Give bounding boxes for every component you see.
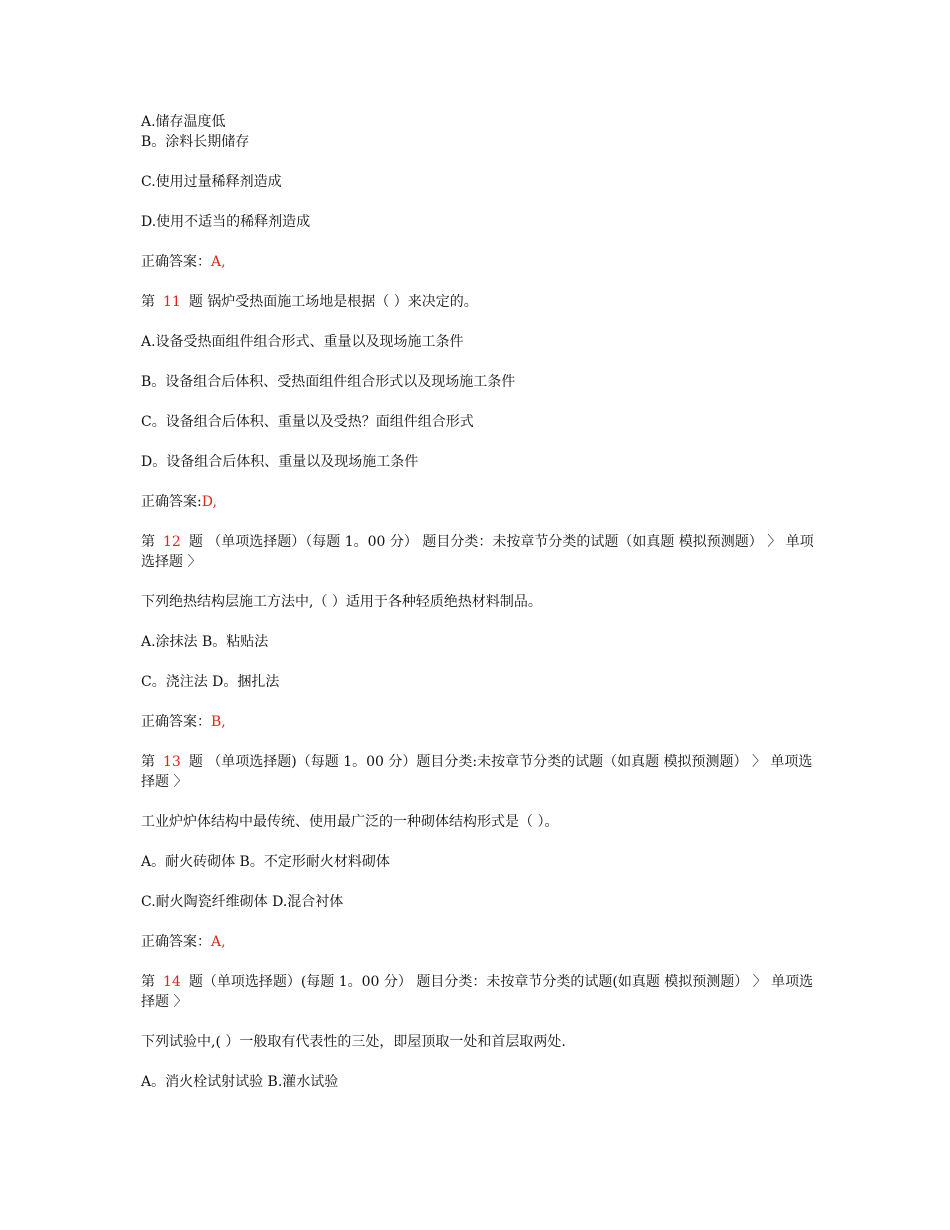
q14-header [141, 972, 821, 1012]
answer-value: A, [211, 934, 226, 950]
document-content [141, 112, 821, 1092]
q10-option-a: A.储存温度低 [141, 114, 226, 130]
answer-value: A, [211, 254, 226, 270]
q11-title [141, 292, 821, 312]
q13-answer [141, 932, 821, 952]
answer-label: 正确答案： [141, 934, 211, 950]
q11-option-b: B。设备组合后体积、受热面组件组合形式以及现场施工条件 [141, 374, 516, 390]
question-prefix: 第 [141, 294, 155, 310]
q10-option-b: B。涂料长期储存 [141, 134, 250, 150]
q11-option-a: A.设备受热面组件组合形式、重量以及现场施工条件 [141, 334, 464, 350]
q12-header [141, 532, 821, 572]
q13-header [141, 752, 821, 792]
question-prefix: 第 [141, 754, 155, 770]
q14-question: 下列试验中,( ）一般取有代表性的三处，即屋顶取一处和首层取两处. [141, 1034, 566, 1050]
q12-answer [141, 712, 821, 732]
q12-options-ab: A.涂抹法 B。粘贴法 [141, 634, 269, 650]
answer-label: 正确答案： [141, 254, 211, 270]
q10-option-d: D.使用不适当的稀释剂造成 [141, 214, 311, 230]
q11-answer [141, 492, 821, 512]
answer-label: 正确答案： [141, 714, 211, 730]
q14-options-ab: A。消火栓试射试验 B.灌水试验 [141, 1074, 339, 1090]
question-prefix: 第 [141, 974, 155, 990]
answer-value: B, [211, 714, 226, 730]
question-number: 12 [163, 534, 181, 550]
question-header-text: 题 （单项选择题）（每题 1。00 分） 题目分类：未按章节分类的试题（如真题 模拟预测题） 〉 单项选择题 〉 [141, 534, 814, 570]
question-number: 13 [163, 754, 181, 770]
q10-option-c: C.使用过量稀释剂造成 [141, 174, 282, 190]
q12-options-cd: C。浇注法 D。捆扎法 [141, 674, 280, 690]
q13-options-ab: A。耐火砖砌体 B。不定形耐火材料砌体 [141, 854, 390, 870]
answer-value: D, [201, 494, 217, 510]
question-prefix: 第 [141, 534, 155, 550]
question-number: 14 [163, 974, 181, 990]
answer-label: 正确答案: [141, 494, 202, 510]
question-header-text: 题（单项选择题）(每题 1。00 分） 题目分类：未按章节分类的试题(如真题 模拟预测题） 〉 单项选择题 〉 [141, 974, 814, 1010]
question-title-text: 题 锅炉受热面施工场地是根据（ ）来决定的。 [188, 294, 478, 310]
q13-question: 工业炉炉体结构中最传统、使用最广泛的一种砌体结构形式是（ ）。 [141, 814, 559, 830]
q12-question: 下列绝热结构层施工方法中,（ ）适用于各种轻质绝热材料制品。 [141, 594, 542, 610]
q13-options-cd: C.耐火陶瓷纤维砌体 D.混合衬体 [141, 894, 344, 910]
question-number: 11 [163, 294, 181, 310]
q11-option-d: D。设备组合后体积、重量以及现场施工条件 [141, 454, 419, 470]
question-header-text: 题 （单项选择题)（每题 1。00 分）题目分类:未按章节分类的试题（如真题 模拟预测题） 〉 单项选择题 〉 [141, 754, 813, 790]
q11-option-c: C。设备组合后体积、重量以及受热？面组件组合形式 [141, 414, 474, 430]
q10-answer [141, 252, 821, 272]
